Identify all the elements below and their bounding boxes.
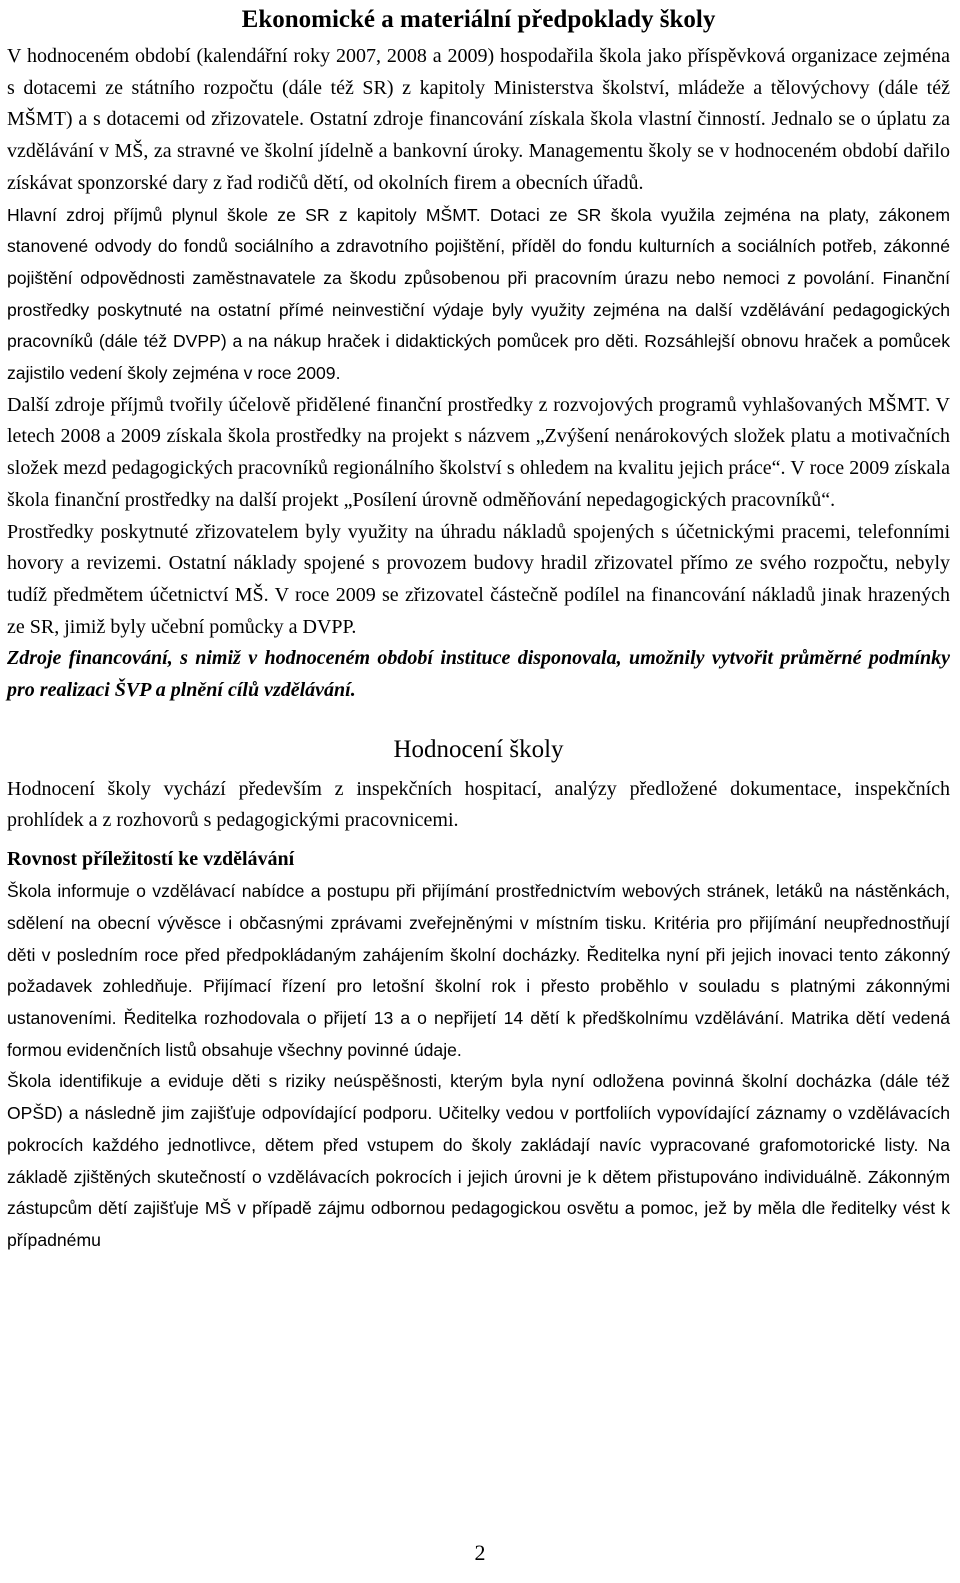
paragraph-funding-overview: V hodnoceném období (kalendářní roky 2007, 2008 a 2009) hospodařila škola jako příspěvková organizace zejména s dotacemi ze státního rozpočtu (dále též SR) z kapitoly Ministerstva školství, mládeže a tělovýchovy (dále též MŠMT) a s dotacemi od zřizovatele. Ostatní zdroje financování získala škola vlastní činností. Jednalo se o úplatu za vzdělávání v MŠ, za stravné ve školní jídelně a bankovní úroky. Managementu školy se v hodnoceném období dařilo získávat sponzorské dary z řad rodičů dětí, od okolních firem a obecních úřadů. xyxy=(7,45,950,194)
page-number: 2 xyxy=(474,1540,486,1565)
section-title-evaluation: Hodnocení školy xyxy=(393,735,564,763)
paragraph-admission: Škola informuje o vzdělávací nabídce a postupu při přijímání prostřednictvím webových stránek, letáků na nástěnkách, sdělení na obecní vývěsce i občasnými zprávami zveřejněnými v místním tisku. Kritéria pro přijímání neupřednostňují děti v posledním roce před předpokládaným zahájením školní docházky. Ředitelka nyní při jejich inovaci tento zákonný požadavek zohledňuje. Přijímací řízení pro letošní školní rok i přesto proběhlo v souladu s platnými zákonnými ustanoveními. Ředitelka rozhodovala o přijetí 13 a o nepřijetí 14 dětí k předškolnímu vzdělávání. Matrika dětí vedená formou evidenčních listů obsahuje všechny povinné údaje. xyxy=(7,881,950,1060)
paragraph-founder-funds: Prostředky poskytnuté zřizovatelem byly využity na úhradu nákladů spojených s účetnickými pracemi, telefonními hovory a revizemi. Ostatní náklady spojené s provozem budovy hradil zřizovatel přímo ze svého rozpočtu, nebyly tudíž předmětem účetnictví MŠ. V roce 2009 se zřizovatel částečně podílel na financování nákladů jinak hrazených ze SR, jimiž byly učební pomůcky a DVPP. xyxy=(7,520,950,638)
section-title-economic: Ekonomické a materiální předpoklady školy xyxy=(241,6,716,33)
conclusion-statement: Zdroje financování, s nimiž v hodnoceném období instituce disponovala, umožnily vytvořit průměrné podmínky pro realizaci ŠVP a plnění cílů vzdělávání. xyxy=(7,647,950,702)
paragraph-risk-children: Škola identifikuje a eviduje děti s riziky neúspěšnosti, kterým byla nyní odložena povinná školní docházka (dále též OPŠD) a následně jim zajišťuje odpovídající podporu. Učitelky vedou v portfoliích vypovídající záznamy o vzdělávacích pokrocích každého jednotlivce, dětem před vstupem do školy zakládají navíc vypracované grafomotorické listy. Na základě zjištěných skutečností o vzdělávacích pokrocích i jejich úrovni je k dětem přistupováno individuálně. Zákonným zástupcům dětí zajišťuje MŠ v případě zájmu odbornou pedagogickou osvětu a pomoc, jež by měla dle ředitelky vést k případnému xyxy=(7,1071,950,1250)
paragraph-evaluation-intro: Hodnocení školy vychází především z inspekčních hospitací, analýzy předložené dokumentace, inspekčních prohlídek a z rozhovorů s pedagogickými pracovnicemi. xyxy=(7,777,950,832)
subheading-equal-opportunities: Rovnost příležitostí ke vzdělávání xyxy=(7,848,295,871)
paragraph-development-programs: Další zdroje příjmů tvořily účelově přidělené finanční prostředky z rozvojových programů vyhlašovaných MŠMT. V letech 2008 a 2009 získala škola prostředky na projekt s názvem „Zvýšení nenárokových složek platu a motivačních složek mezd pedagogických pracovníků regionálního školství s ohledem na kvalitu jejich práce“. V roce 2009 získala škola finanční prostředky na další projekt „Posílení úrovně odměňování nepedagogických pracovníků“. xyxy=(7,393,950,511)
paragraph-main-income: Hlavní zdroj příjmů plynul škole ze SR z kapitoly MŠMT. Dotaci ze SR škola využila zejména na platy, zákonem stanovené odvody do fondů sociálního a zdravotního pojištění, příděl do fondu kulturních a sociálních potřeb, zákonné pojištění odpovědnosti zaměstnavatele za škodu způsobenou při pracovním úrazu nebo nemoci z povolání. Finanční prostředky poskytnuté na ostatní přímé neinvestiční výdaje byly využity zejména na další vzdělávání pedagogických pracovníků (dále též DVPP) a na nákup hraček i didaktických pomůcek pro děti. Rozsáhlejší obnovu hraček a pomůcek zajistilo vedení školy zejména v roce 2009. xyxy=(7,204,950,384)
document-page xyxy=(7,0,950,1257)
